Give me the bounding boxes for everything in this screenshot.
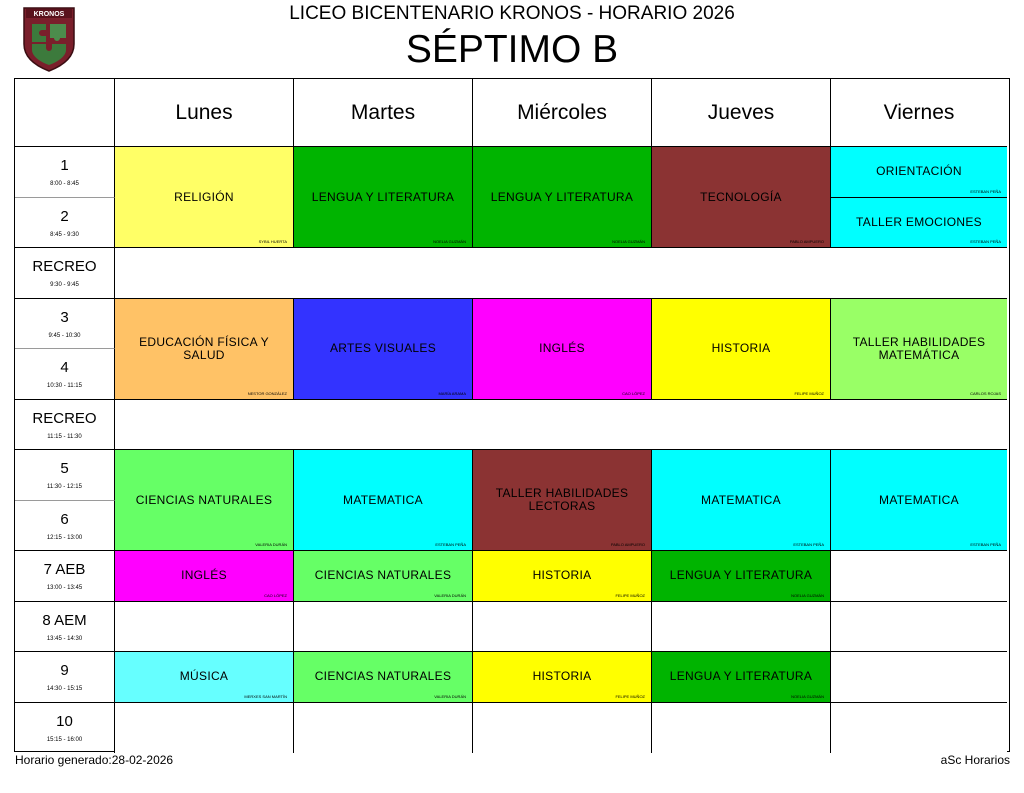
- lesson-block[interactable]: [294, 652, 473, 703]
- lesson-subject: TALLER EMOCIONES: [856, 214, 982, 229]
- period-label: [15, 349, 115, 400]
- period-time: 9:30 - 9:45: [50, 282, 79, 289]
- period-time: 10:30 - 11:15: [47, 383, 82, 390]
- lesson-teacher: ESTEBAN PEÑA: [435, 542, 466, 547]
- lesson-subject: HISTORIA: [711, 341, 771, 355]
- lesson-teacher: MERXES SAN MARTÍN: [244, 693, 287, 699]
- period-number: RECREO: [32, 258, 97, 276]
- empty-slot: [473, 703, 652, 754]
- lesson-subject: TALLER HABILIDADES LECTORAS: [495, 486, 629, 513]
- lesson-teacher: VALERIA DURÁN: [255, 542, 287, 547]
- lesson-block[interactable]: [473, 652, 652, 703]
- timetable-grid: [14, 78, 1010, 752]
- lesson-block[interactable]: [115, 299, 294, 400]
- lesson-subject: HISTORIA: [532, 568, 592, 583]
- lesson-block[interactable]: [652, 551, 831, 602]
- lesson-teacher: VALERIA DURÁN: [434, 592, 466, 598]
- lesson-subject: MATEMATICA: [701, 492, 781, 507]
- lesson-subject: INGLÉS: [181, 568, 227, 583]
- lesson-block[interactable]: [473, 450, 652, 551]
- period-label: [15, 198, 115, 249]
- lesson-subject: MATEMATICA: [879, 492, 959, 507]
- svg-text:KRONOS: KRONOS: [33, 11, 65, 18]
- lesson-block[interactable]: [831, 450, 1007, 551]
- period-label: [15, 450, 115, 501]
- period-time: 12:15 - 13:00: [46, 534, 83, 541]
- day-header-3: Jueves: [652, 79, 831, 147]
- lesson-block[interactable]: [115, 551, 294, 602]
- lesson-subject: HISTORIA: [532, 669, 592, 684]
- empty-slot: [115, 703, 294, 754]
- lesson-subject: CIENCIAS NATURALES: [314, 669, 452, 684]
- lesson-teacher: ESTEBAN PEÑA: [970, 239, 1001, 244]
- lesson-subject: ARTES VISUALES: [329, 341, 437, 355]
- lesson-block[interactable]: [652, 147, 831, 248]
- lesson-teacher: FELIPE MUÑOZ: [615, 693, 645, 699]
- lesson-teacher: ESTEBAN PEÑA: [793, 542, 824, 547]
- period-number: 5: [60, 460, 69, 478]
- lesson-block[interactable]: [294, 299, 473, 400]
- period-label: [15, 400, 115, 451]
- empty-slot: [294, 703, 473, 754]
- day-header-1: Martes: [294, 79, 473, 147]
- corner-cell: [15, 79, 115, 147]
- lesson-block[interactable]: [294, 551, 473, 602]
- lesson-teacher: CAO LÓPEZ: [622, 390, 645, 396]
- day-header-0: Lunes: [115, 79, 294, 147]
- lesson-block[interactable]: [115, 147, 294, 248]
- recess-band: [115, 400, 1007, 451]
- lesson-teacher: ESTEBAN PEÑA: [970, 542, 1001, 547]
- period-number: 2: [60, 207, 69, 225]
- lesson-subject: CIENCIAS NATURALES: [135, 492, 273, 507]
- lesson-teacher: FELIPE MUÑOZ: [794, 390, 824, 396]
- period-time: 11:30 - 12:15: [47, 484, 82, 491]
- empty-slot: [652, 602, 831, 653]
- lesson-subject: TECNOLOGÍA: [700, 189, 782, 204]
- period-time: 13:00 - 13:45: [46, 585, 83, 592]
- period-label: [15, 652, 115, 703]
- lesson-block[interactable]: [831, 299, 1007, 400]
- period-time: 13:45 - 14:30: [46, 635, 83, 642]
- empty-slot: [831, 551, 1007, 602]
- lesson-block[interactable]: [473, 551, 652, 602]
- lesson-block[interactable]: [473, 147, 652, 248]
- lesson-block[interactable]: [115, 652, 294, 703]
- lesson-subject: MATEMATICA: [343, 492, 423, 507]
- lesson-block[interactable]: [652, 652, 831, 703]
- lesson-subject: TALLER HABILIDADES MATEMÁTICA: [852, 334, 986, 362]
- lesson-teacher: VALERIA DURÁN: [434, 693, 466, 699]
- lesson-teacher: FELIPE MUÑOZ: [615, 592, 645, 598]
- period-number: 8 AEM: [42, 611, 87, 629]
- period-time: 8:45 - 9:30: [50, 231, 79, 238]
- period-time: 8:00 - 8:45: [50, 181, 79, 188]
- period-label: [15, 248, 115, 299]
- lesson-block[interactable]: [831, 198, 1007, 249]
- period-time: 9:45 - 10:30: [48, 332, 81, 339]
- lesson-subject: LENGUA Y LITERATURA: [490, 189, 634, 204]
- day-header-2: Miércoles: [473, 79, 652, 147]
- period-label: [15, 147, 115, 198]
- lesson-subject: RELIGIÓN: [174, 189, 234, 204]
- empty-slot: [831, 652, 1007, 703]
- lesson-teacher: NOELIA GUZMÁN: [791, 693, 824, 699]
- period-time: 14:30 - 15:15: [46, 686, 83, 693]
- lesson-subject: CIENCIAS NATURALES: [314, 568, 452, 583]
- lesson-block[interactable]: [473, 299, 652, 400]
- lesson-block[interactable]: [652, 450, 831, 551]
- period-label: [15, 703, 115, 754]
- empty-slot: [294, 602, 473, 653]
- empty-slot: [652, 703, 831, 754]
- lesson-block[interactable]: [831, 147, 1007, 198]
- period-number: 6: [60, 510, 69, 528]
- generated-date: Horario generado:28-02-2026: [15, 753, 174, 767]
- lesson-teacher: ESTEBAN PEÑA: [970, 188, 1001, 194]
- period-number: 3: [60, 308, 69, 326]
- period-time: 15:15 - 16:00: [46, 737, 83, 744]
- lesson-teacher: CAO LÓPEZ: [264, 592, 287, 598]
- lesson-subject: LENGUA Y LITERATURA: [669, 568, 813, 583]
- software-credit: aSc Horarios: [940, 753, 1010, 767]
- period-number: 4: [60, 359, 69, 377]
- empty-slot: [831, 602, 1007, 653]
- period-number: 7 AEB: [43, 561, 86, 579]
- lesson-subject: MÚSICA: [179, 669, 229, 684]
- lesson-subject: ORIENTACIÓN: [876, 164, 962, 179]
- lesson-teacher: NESTOR GONZÁLEZ: [247, 390, 287, 396]
- empty-slot: [831, 703, 1007, 754]
- lesson-subject: EDUCACIÓN FÍSICA Y SALUD: [139, 334, 269, 362]
- school-title: LICEO BICENTENARIO KRONOS - HORARIO 2026: [289, 3, 735, 24]
- period-time: 11:15 - 11:30: [47, 433, 82, 440]
- lesson-teacher: PABLO AMPUERO: [789, 239, 824, 244]
- period-label: [15, 602, 115, 653]
- lesson-block[interactable]: [294, 450, 473, 551]
- lesson-teacher: SYBIL HUERTA: [258, 239, 287, 244]
- period-number: 9: [60, 662, 69, 680]
- lesson-teacher: NOELIA GUZMÁN: [791, 592, 824, 598]
- period-number: RECREO: [32, 409, 97, 427]
- period-label: [15, 551, 115, 602]
- lesson-subject: LENGUA Y LITERATURA: [669, 669, 813, 684]
- lesson-subject: INGLÉS: [539, 341, 585, 355]
- lesson-teacher: PABLO AMPUERO: [610, 542, 645, 547]
- lesson-block[interactable]: [652, 299, 831, 400]
- period-number: 1: [60, 157, 69, 175]
- day-header-4: Viernes: [831, 79, 1007, 147]
- period-label: [15, 501, 115, 552]
- empty-slot: [115, 602, 294, 653]
- lesson-block[interactable]: [115, 450, 294, 551]
- period-number: 10: [56, 713, 73, 731]
- lesson-subject: LENGUA Y LITERATURA: [311, 189, 455, 204]
- empty-slot: [473, 602, 652, 653]
- lesson-teacher: MARÍA ARAMA: [438, 390, 466, 396]
- recess-band: [115, 248, 1007, 299]
- period-label: [15, 299, 115, 350]
- lesson-teacher: NOELIA GUZMÁN: [433, 239, 466, 244]
- class-title: SÉPTIMO B: [405, 28, 619, 71]
- lesson-block[interactable]: [294, 147, 473, 248]
- lesson-teacher: NOELIA GUZMÁN: [612, 239, 645, 244]
- lesson-teacher: CARLOS ROJAS: [970, 390, 1001, 396]
